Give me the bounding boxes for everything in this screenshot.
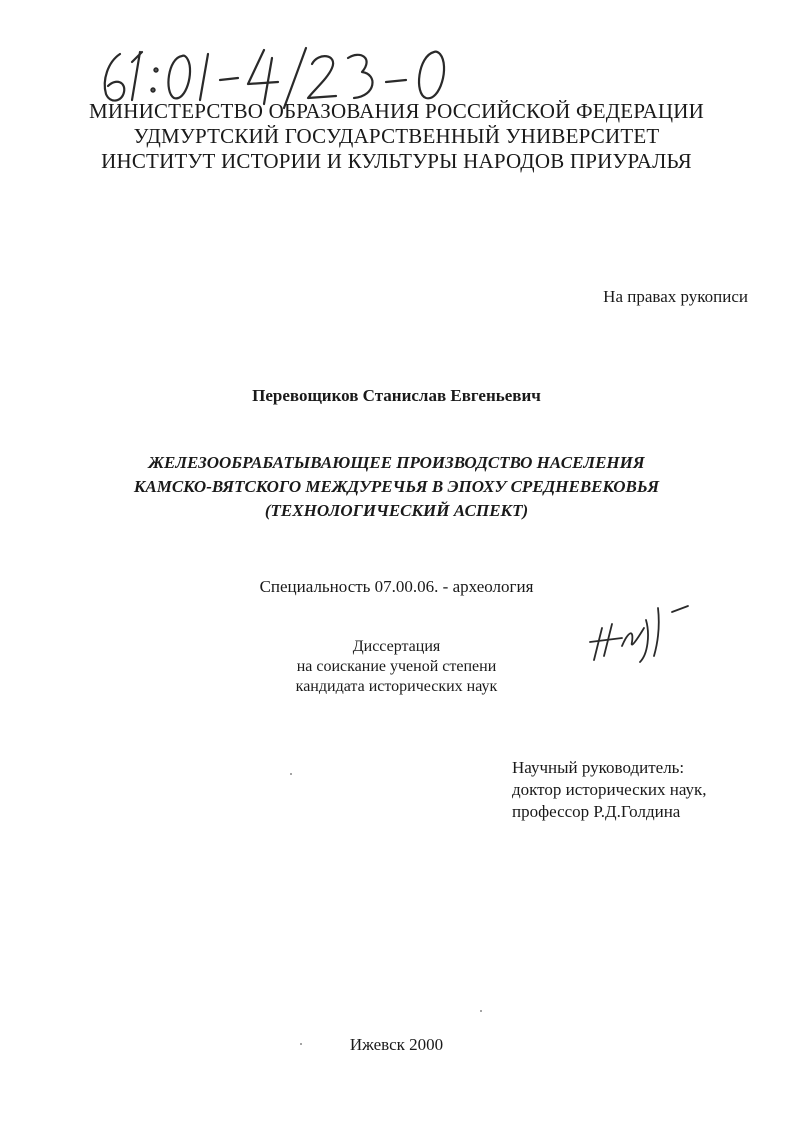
degree-line-2: на соискание ученой степени	[296, 658, 497, 675]
scan-speck	[480, 1010, 482, 1012]
degree-line-1: Диссертация	[352, 638, 441, 655]
dissertation-title	[0, 451, 793, 523]
ministry-line: МИНИСТЕРСТВО ОБРАЗОВАНИЯ РОССИЙСКОЙ ФЕДЕРАЦИИ	[88, 99, 704, 123]
institution-header	[0, 99, 793, 174]
specialty-line: Специальность 07.00.06. - археология	[259, 577, 534, 596]
scan-speck	[300, 1043, 302, 1045]
handwritten-signature	[588, 598, 698, 668]
scan-speck	[290, 773, 292, 775]
supervisor-line-3: профессор Р.Д.Голдина	[512, 802, 681, 821]
author-name: Перевощиков Станислав Евгеньевич	[252, 386, 541, 405]
degree-line-3: кандидата исторических наук	[295, 678, 498, 695]
place-and-year: Ижевск 2000	[349, 1035, 444, 1054]
supervisor-line-2: доктор исторических наук,	[512, 780, 707, 799]
institute-line: ИНСТИТУТ ИСТОРИИ И КУЛЬТУРЫ НАРОДОВ ПРИУРАЛЬЯ	[101, 149, 692, 173]
supervisor-line-1: Научный руководитель:	[512, 758, 685, 777]
title-line-1: ЖЕЛЕЗООБРАБАТЫВАЮЩЕЕ ПРОИЗВОДСТВО НАСЕЛЕНИЯ	[148, 453, 645, 472]
scientific-supervisor	[512, 757, 707, 823]
rights-note: На правах рукописи	[603, 287, 748, 306]
title-line-3: (ТЕХНОЛОГИЧЕСКИЙ АСПЕКТ)	[264, 501, 529, 520]
title-line-2: КАМСКО-ВЯТСКОГО МЕЖДУРЕЧЬЯ В ЭПОХУ СРЕДНЕВЕКОВЬЯ	[133, 477, 660, 496]
university-line: УДМУРТСКИЙ ГОСУДАРСТВЕННЫЙ УНИВЕРСИТЕТ	[133, 124, 660, 148]
